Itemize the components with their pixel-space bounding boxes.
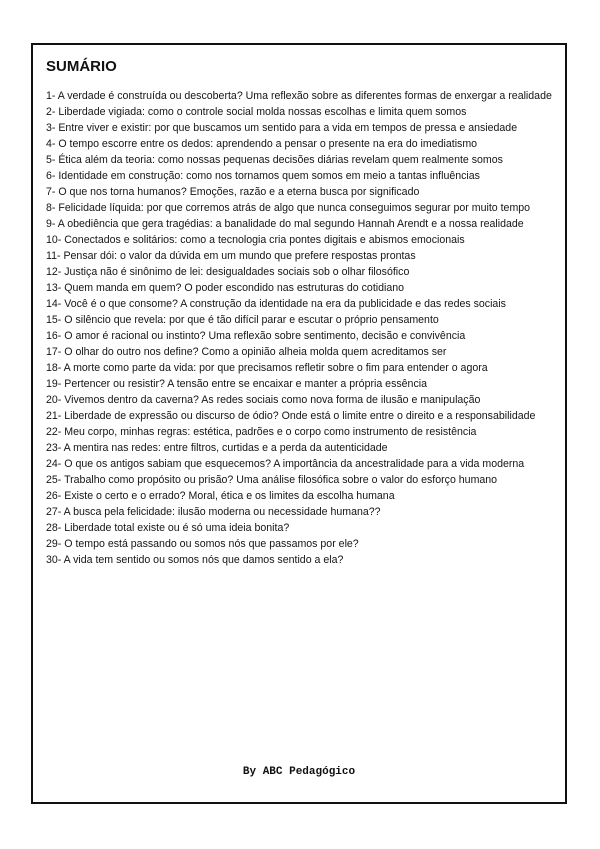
list-item: 15- O silêncio que revela: por que é tão difícil parar e escutar o próprio pensamento — [46, 314, 439, 326]
list-item: 24- O que os antigos sabiam que esquecemos? A importância da ancestralidade para a vida moderna — [46, 458, 525, 470]
list-item: 6- Identidade em construção: como nos tornamos quem somos em meio a tantas influências — [46, 170, 480, 182]
list-item: 25- Trabalho como propósito ou prisão? Uma análise filosófica sobre o valor do esforço humano — [46, 474, 498, 486]
page-title: SUMÁRIO — [46, 58, 117, 75]
list-item: 16- O amor é racional ou instinto? Uma reflexão sobre sentimento, decisão e convivência — [46, 330, 466, 342]
list-item: 8- Felicidade líquida: por que corremos atrás de algo que nunca conseguimos segurar por muito tempo — [46, 202, 531, 214]
list-item: 22- Meu corpo, minhas regras: estética, padrões e o corpo como instrumento de resistência — [46, 426, 477, 438]
list-item: 30- A vida tem sentido ou somos nós que damos sentido a ela? — [46, 554, 344, 566]
list-item: 4- O tempo escorre entre os dedos: aprendendo a pensar o presente na era do imediatismo — [46, 138, 478, 150]
list-item: 10- Conectados e solitários: como a tecnologia cria pontes digitais e abismos emocionais — [46, 234, 465, 246]
list-item: 21- Liberdade de expressão ou discurso de ódio? Onde está o limite entre o direito e a responsabilidade — [46, 410, 536, 422]
list-item: 27- A busca pela felicidade: ilusão moderna ou necessidade humana?? — [46, 506, 381, 518]
list-item: 20- Vivemos dentro da caverna? As redes sociais como nova forma de ilusão e manipulação — [46, 394, 481, 406]
list-item: 9- A obediência que gera tragédias: a banalidade do mal segundo Hannah Arendt e a nossa realidade — [46, 218, 524, 230]
list-item: 13- Quem manda em quem? O poder escondido nas estruturas do cotidiano — [46, 282, 405, 294]
table-of-contents — [46, 88, 554, 568]
list-item: 1- A verdade é construída ou descoberta? Uma reflexão sobre as diferentes formas de enxergar a realidade — [46, 90, 552, 102]
list-item: 29- O tempo está passando ou somos nós que passamos por ele? — [46, 538, 359, 550]
list-item: 28- Liberdade total existe ou é só uma ideia bonita? — [46, 522, 290, 534]
list-item: 5- Ética além da teoria: como nossas pequenas decisões diárias revelam quem realmente somos — [46, 154, 503, 166]
list-item: 26- Existe o certo e o errado? Moral, ética e os limites da escolha humana — [46, 490, 395, 502]
list-item: 11- Pensar dói: o valor da dúvida em um mundo que prefere respostas prontas — [46, 250, 416, 262]
list-item: 23- A mentira nas redes: entre filtros, curtidas e a perda da autenticidade — [46, 442, 388, 454]
list-item: 7- O que nos torna humanos? Emoções, razão e a eterna busca por significado — [46, 186, 420, 198]
list-item: 12- Justiça não é sinônimo de lei: desigualdades sociais sob o olhar filosófico — [46, 266, 410, 278]
list-item: 18- A morte como parte da vida: por que precisamos refletir sobre o fim para entender o agora — [46, 362, 488, 374]
list-item: 17- O olhar do outro nos define? Como a opinião alheia molda quem acreditamos ser — [46, 346, 447, 358]
author-credit: By ABC Pedagógico — [242, 766, 356, 778]
list-item: 3- Entre viver e existir: por que buscamos um sentido para a vida em tempos de pressa e ansiedade — [46, 122, 518, 134]
list-item: 14- Você é o que consome? A construção da identidade na era da publicidade e das redes sociais — [46, 298, 506, 310]
list-item: 19- Pertencer ou resistir? A tensão entre se encaixar e manter a própria essência — [46, 378, 427, 390]
list-item: 2- Liberdade vigiada: como o controle social molda nossas escolhas e limita quem somos — [46, 106, 467, 118]
